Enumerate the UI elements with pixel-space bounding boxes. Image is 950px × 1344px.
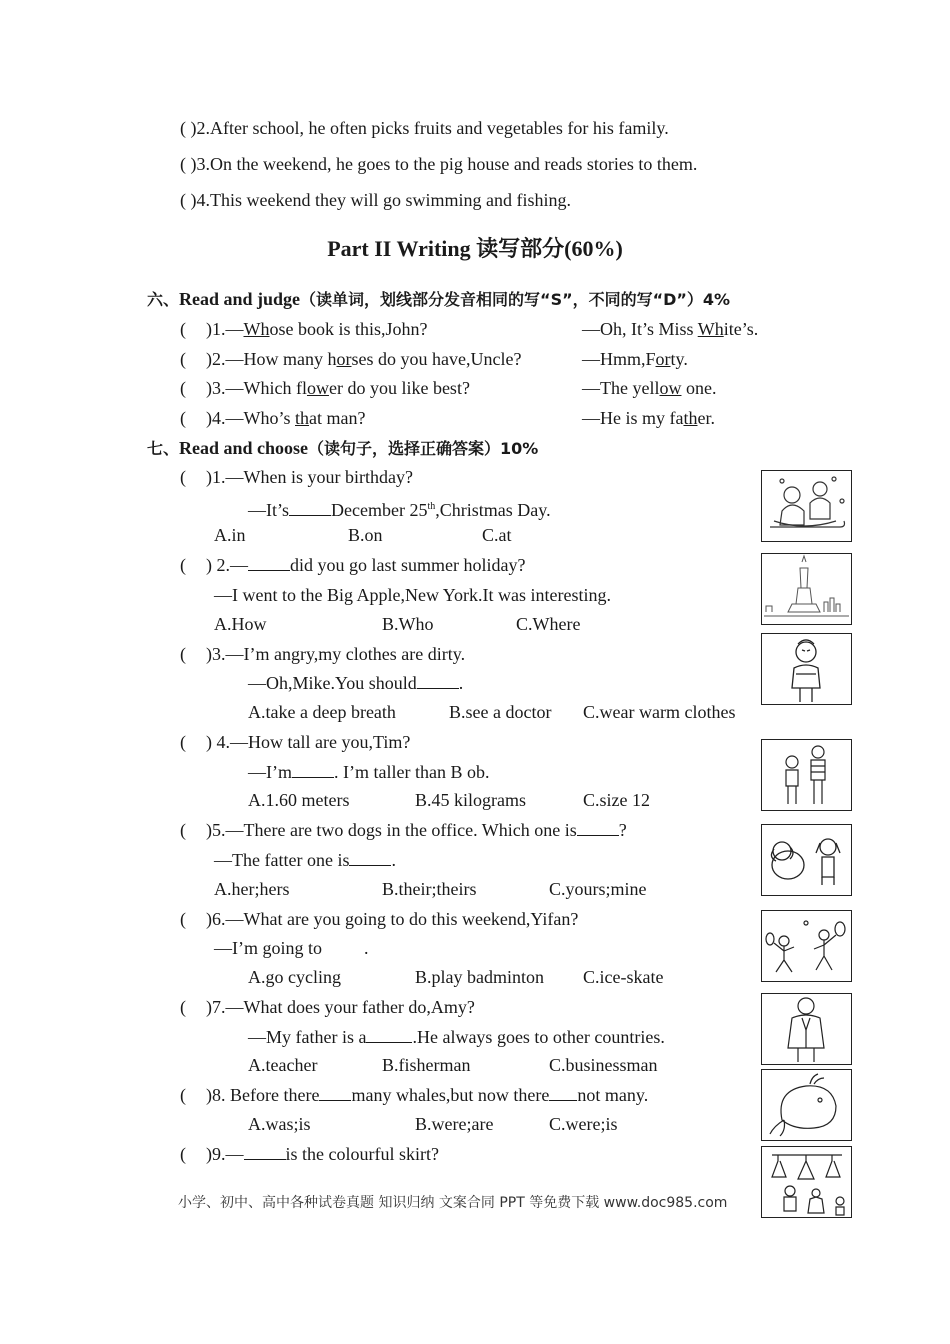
q7-option-c: C.businessman: [549, 1055, 658, 1075]
section6-heading: [147, 288, 730, 311]
q8-option-c: C.were;is: [549, 1114, 618, 1134]
q1-answer: —It’s December 25th,Christmas Day.: [248, 500, 551, 520]
s6-q1: ( )1.—Whose book is this,John?: [180, 319, 428, 339]
section7-title-cn: （读句子，选择正确答案）10%: [308, 439, 539, 458]
q6-option-b: B.play badminton: [415, 967, 544, 987]
s6-a3: —The yellow one.: [582, 378, 717, 398]
s6-a1: —Oh, It’s Miss White’s.: [582, 319, 759, 339]
q2-option-b: B.Who: [382, 614, 434, 634]
q9-question: ( )9.— is the colourful skirt?: [180, 1144, 439, 1164]
section7-num: 七、: [147, 439, 180, 458]
q3-option-c: C.wear warm clothes: [583, 702, 736, 722]
s6-a4: —He is my father.: [582, 408, 715, 428]
two-dogs-picture: [761, 824, 852, 896]
q3-question: ( )3.—I’m angry,my clothes are dirty.: [180, 644, 466, 664]
section7-title-en: Read and choose: [179, 438, 309, 458]
q7-option-a: A.teacher: [248, 1055, 318, 1075]
section7-heading: [147, 437, 538, 460]
q5-option-c: C.yours;mine: [549, 879, 647, 899]
q7-answer: —My father is a .He always goes to other countries.: [248, 1027, 665, 1047]
section6-num: 六、: [147, 290, 180, 309]
q4-answer: —I’m . I’m taller than B ob.: [248, 762, 490, 782]
section6-title-en: Read and judge: [179, 289, 301, 309]
q5-answer: —The fatter one is .: [214, 850, 396, 870]
q1-option-b: B.on: [348, 525, 383, 545]
s6-a2: —Hmm,Forty.: [582, 349, 688, 369]
businessman-picture: [761, 993, 852, 1065]
q6-question: ( )6.—What are you going to do this weekend,Yifan?: [180, 909, 579, 929]
q5-option-b: B.their;theirs: [382, 879, 477, 899]
footer-watermark: 小学、初中、高中各种试卷真题 知识归纳 文案合同 PPT 等免费下载 www.doc985.com: [178, 1195, 728, 1211]
section6-title-cn: （读单词，划线部分发音相同的写“S”，不同的写“D”）4%: [300, 290, 731, 309]
q6-option-c: C.ice-skate: [583, 967, 664, 987]
q4-option-b: B.45 kilograms: [415, 790, 526, 810]
christmas-sleigh-picture: [761, 470, 852, 542]
q1-question: ( )1.—When is your birthday?: [180, 467, 413, 487]
q1-option-c: C.at: [482, 525, 512, 545]
q8-option-b: B.were;are: [415, 1114, 494, 1134]
s6-q3: ( )3.—Which flower do you like best?: [180, 378, 470, 398]
q8-option-a: A.was;is: [248, 1114, 311, 1134]
top-item-2: ( )2.After school, he often picks fruits and vegetables for his family.: [180, 118, 669, 138]
badminton-picture: [761, 910, 852, 982]
q2-answer: —I went to the Big Apple,New York.It was interesting.: [214, 585, 611, 605]
q4-question: ( ) 4.—How tall are you,Tim?: [180, 732, 411, 752]
q4-option-a: A.1.60 meters: [248, 790, 350, 810]
q2-option-a: A.How: [214, 614, 267, 634]
part-title: Part II Writing 读写部分(60%): [327, 236, 623, 261]
q3-option-a: A.take a deep breath: [248, 702, 396, 722]
q4-option-c: C.size 12: [583, 790, 650, 810]
q5-question: ( )5.—There are two dogs in the office. Which one is ?: [180, 820, 627, 840]
q7-option-b: B.fisherman: [382, 1055, 471, 1075]
whale-picture: [761, 1069, 852, 1141]
s6-q2: ( )2.—How many horses do you have,Uncle?: [180, 349, 522, 369]
q6-option-a: A.go cycling: [248, 967, 341, 987]
q2-question: ( ) 2.— did you go last summer holiday?: [180, 555, 526, 575]
q5-option-a: A.her;hers: [214, 879, 290, 899]
q1-option-a: A.in: [214, 525, 246, 545]
q2-option-c: C.Where: [516, 614, 581, 634]
q3-answer: —Oh,Mike.You should .: [248, 673, 464, 693]
q6-answer: —I’m going to .: [214, 938, 369, 958]
clothes-shop-picture: [761, 1146, 852, 1218]
top-item-3: ( )3.On the weekend, he goes to the pig house and reads stories to them.: [180, 154, 698, 174]
q8-question: ( )8. Before there many whales,but now there not many.: [180, 1085, 649, 1105]
two-boys-picture: [761, 739, 852, 811]
top-item-4: ( )4.This weekend they will go swimming and fishing.: [180, 190, 571, 210]
angry-boy-picture: [761, 633, 852, 705]
q7-question: ( )7.—What does your father do,Amy?: [180, 997, 475, 1017]
q3-option-b: B.see a doctor: [449, 702, 552, 722]
statue-of-liberty-picture: [761, 553, 852, 625]
s6-q4: ( )4.—Who’s that man?: [180, 408, 366, 428]
